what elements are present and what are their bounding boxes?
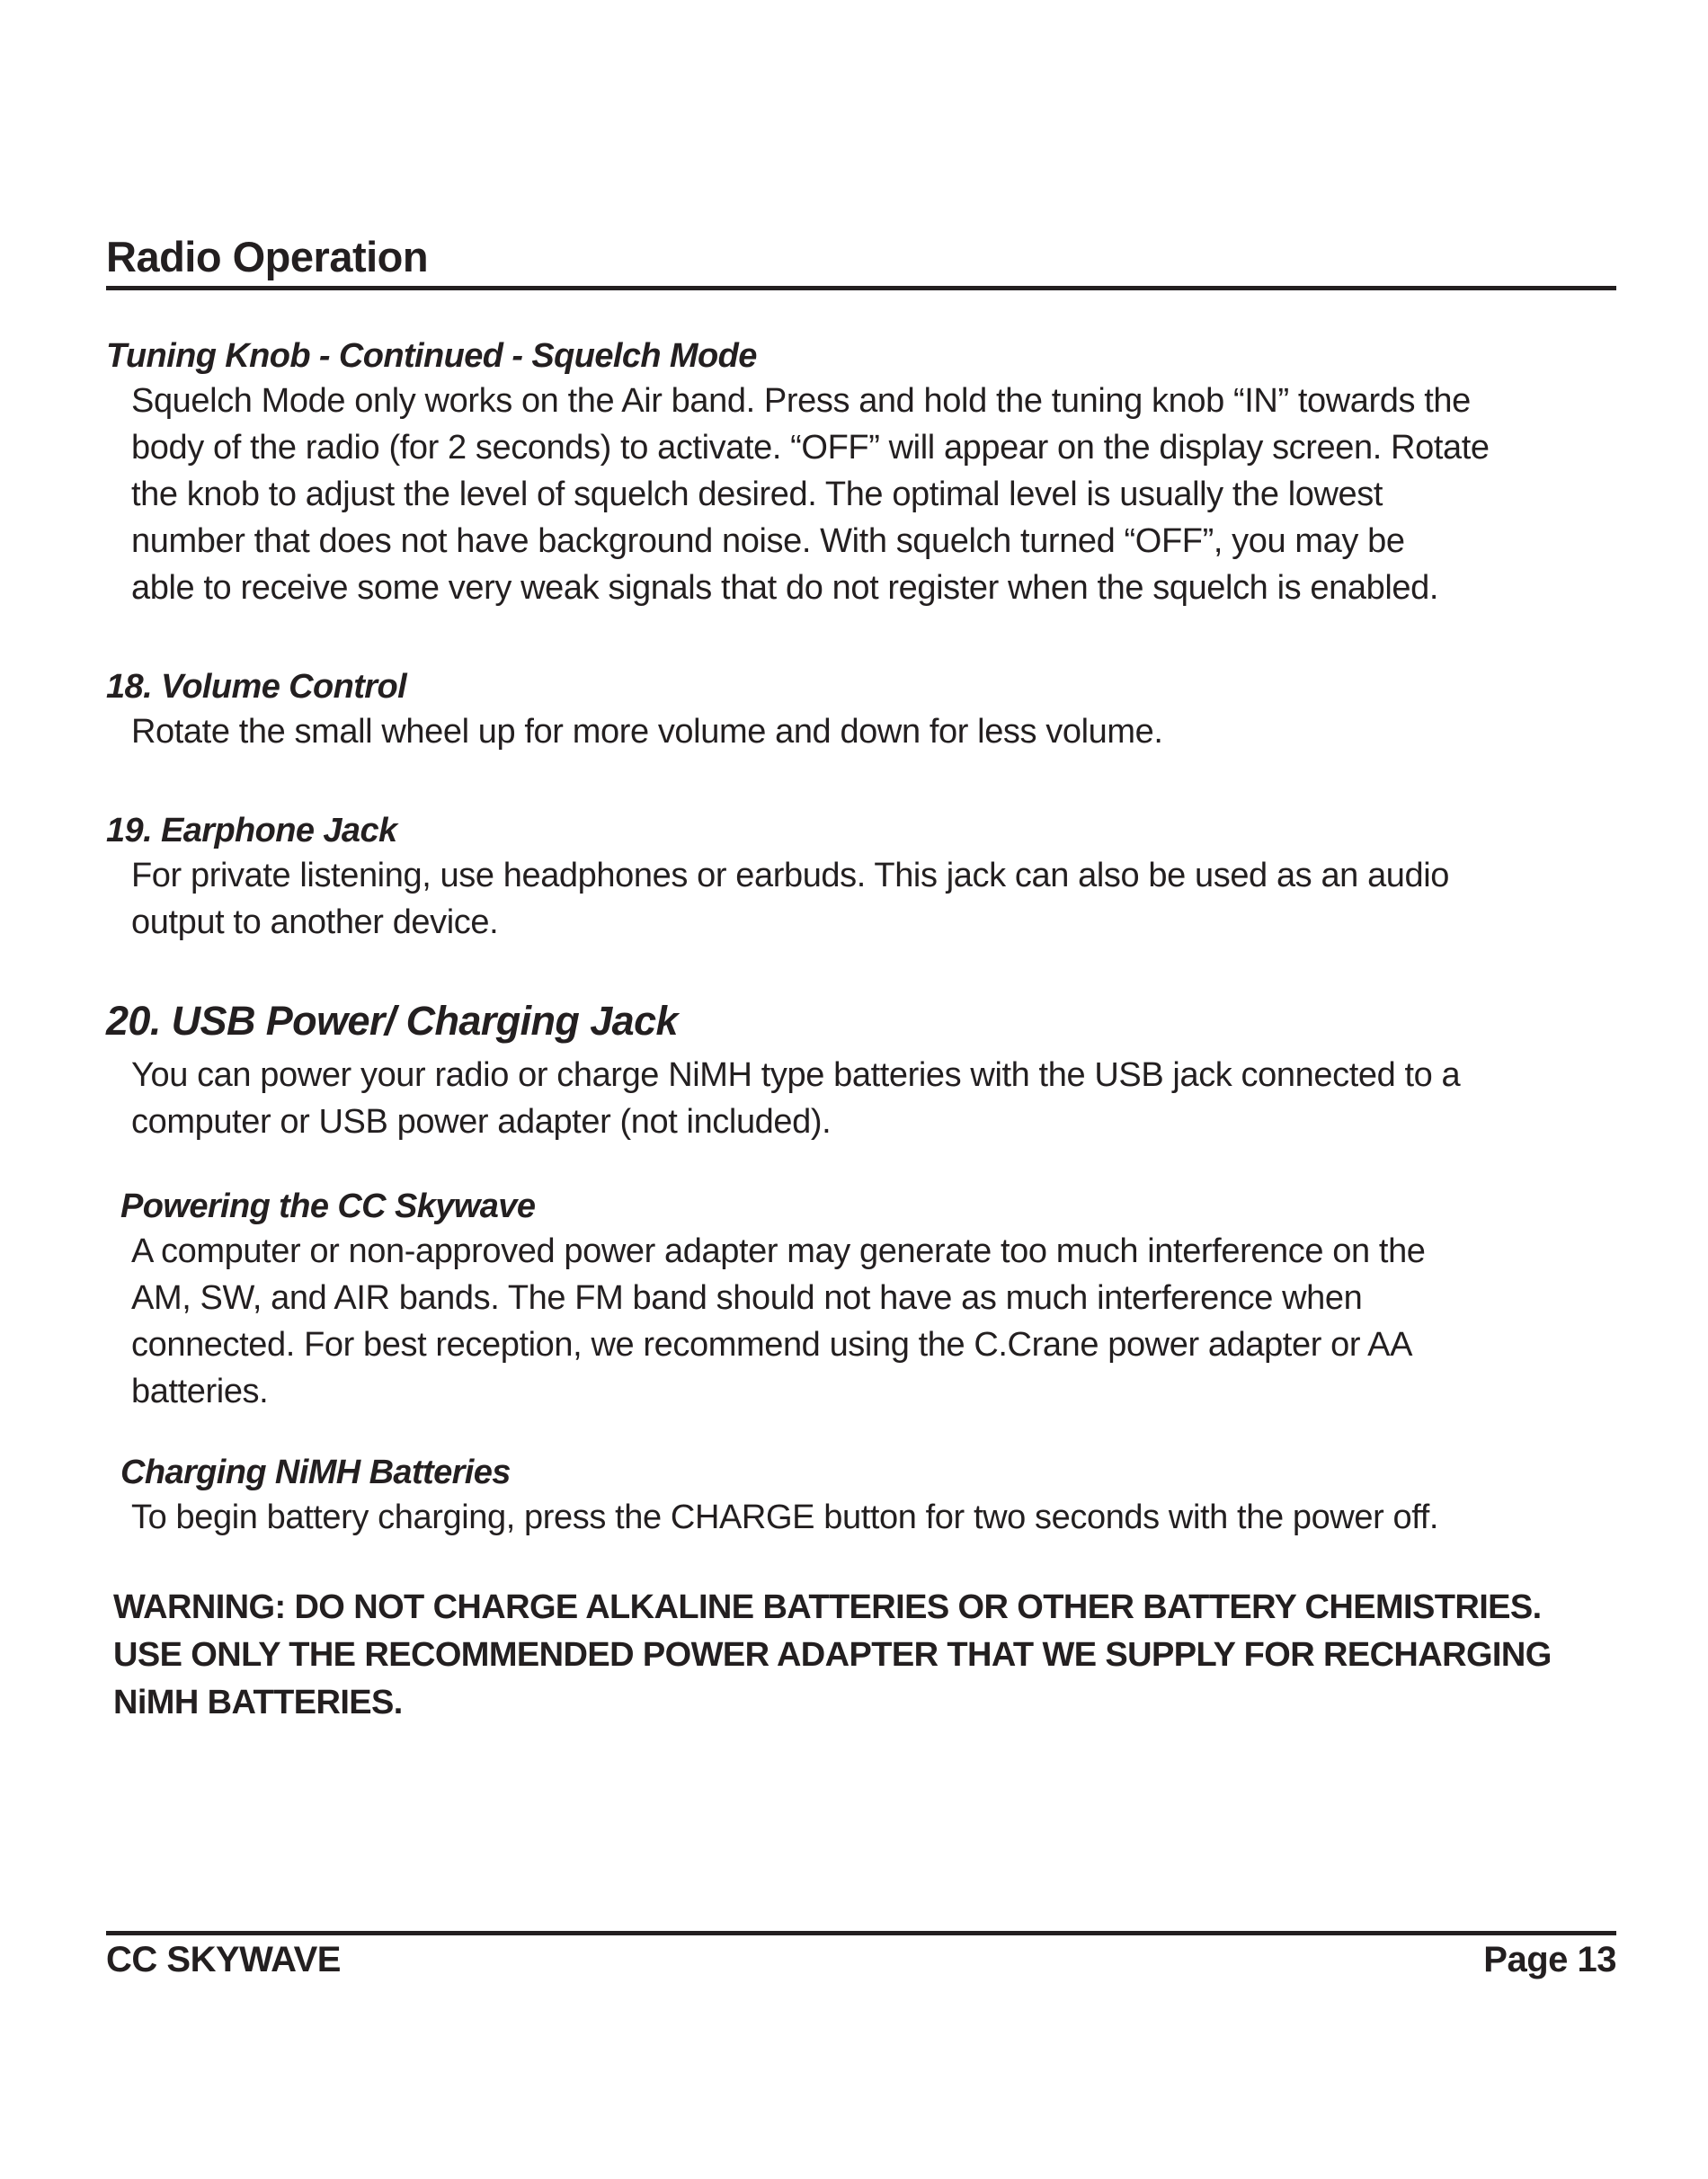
body-line: output to another device. [131, 903, 499, 941]
section-body [106, 1052, 1616, 1145]
section-volume-control [106, 665, 1616, 755]
section-heading: 19. Earphone Jack [106, 812, 397, 849]
section-body [106, 1228, 1616, 1415]
section-heading: Tuning Knob - Continued - Squelch Mode [106, 337, 757, 375]
section-body [106, 852, 1616, 946]
section-heading: 20. USB Power/ Charging Jack [106, 998, 678, 1044]
body-line: able to receive some very weak signals that do not register when the squelch is enabled. [131, 569, 1438, 607]
body-line: body of the radio (for 2 seconds) to activate. “OFF” will appear on the display screen. Rotate [131, 429, 1490, 467]
footer-divider [106, 1931, 1616, 1935]
section-heading: Powering the CC Skywave [120, 1187, 536, 1225]
section-earphone-jack [106, 809, 1616, 946]
section-heading: Charging NiMH Batteries [120, 1454, 511, 1491]
body-line: Squelch Mode only works on the Air band. Press and hold the tuning knob “IN” towards the [131, 382, 1471, 420]
section-powering [106, 1185, 1616, 1415]
body-line: You can power your radio or charge NiMH type batteries with the USB jack connected to a [131, 1056, 1461, 1094]
body-line: AM, SW, and AIR bands. The FM band should not have as much interference when [131, 1279, 1363, 1317]
body-line: connected. For best reception, we recommend using the C.Crane power adapter or AA [131, 1326, 1413, 1364]
warning-line: USE ONLY THE RECOMMENDED POWER ADAPTER THAT WE SUPPLY FOR RECHARGING [113, 1636, 1552, 1674]
section-squelch-mode [106, 334, 1616, 611]
footer-page-number: Page 13 [1483, 1940, 1616, 1979]
body-line: number that does not have background noise. With squelch turned “OFF”, you may be [131, 522, 1405, 560]
warning-line: WARNING: DO NOT CHARGE ALKALINE BATTERIES OR OTHER BATTERY CHEMISTRIES. [113, 1588, 1542, 1626]
page-title: Radio Operation [106, 233, 429, 280]
body-line: batteries. [131, 1373, 269, 1410]
body-line: To begin battery charging, press the CHARGE button for two seconds with the power off. [131, 1499, 1439, 1536]
section-charging [106, 1451, 1616, 1541]
section-body [106, 708, 1616, 755]
section-body [106, 1494, 1616, 1541]
body-line: computer or USB power adapter (not included). [131, 1103, 832, 1141]
body-line: For private listening, use headphones or earbuds. This jack can also be used as an audio [131, 857, 1450, 894]
section-usb-power [106, 996, 1616, 1145]
body-line: the knob to adjust the level of squelch desired. The optimal level is usually the lowest [131, 476, 1383, 513]
section-body [106, 378, 1616, 611]
section-heading: 18. Volume Control [106, 668, 407, 706]
warning-line: NiMH BATTERIES. [113, 1684, 403, 1721]
body-line: A computer or non-approved power adapter may generate too much interference on the [131, 1232, 1426, 1270]
title-divider [106, 286, 1616, 290]
warning-block [113, 1584, 1552, 1727]
body-line: Rotate the small wheel up for more volume and down for less volume. [131, 713, 1163, 751]
footer-product-name: CC SKYWAVE [106, 1940, 341, 1979]
